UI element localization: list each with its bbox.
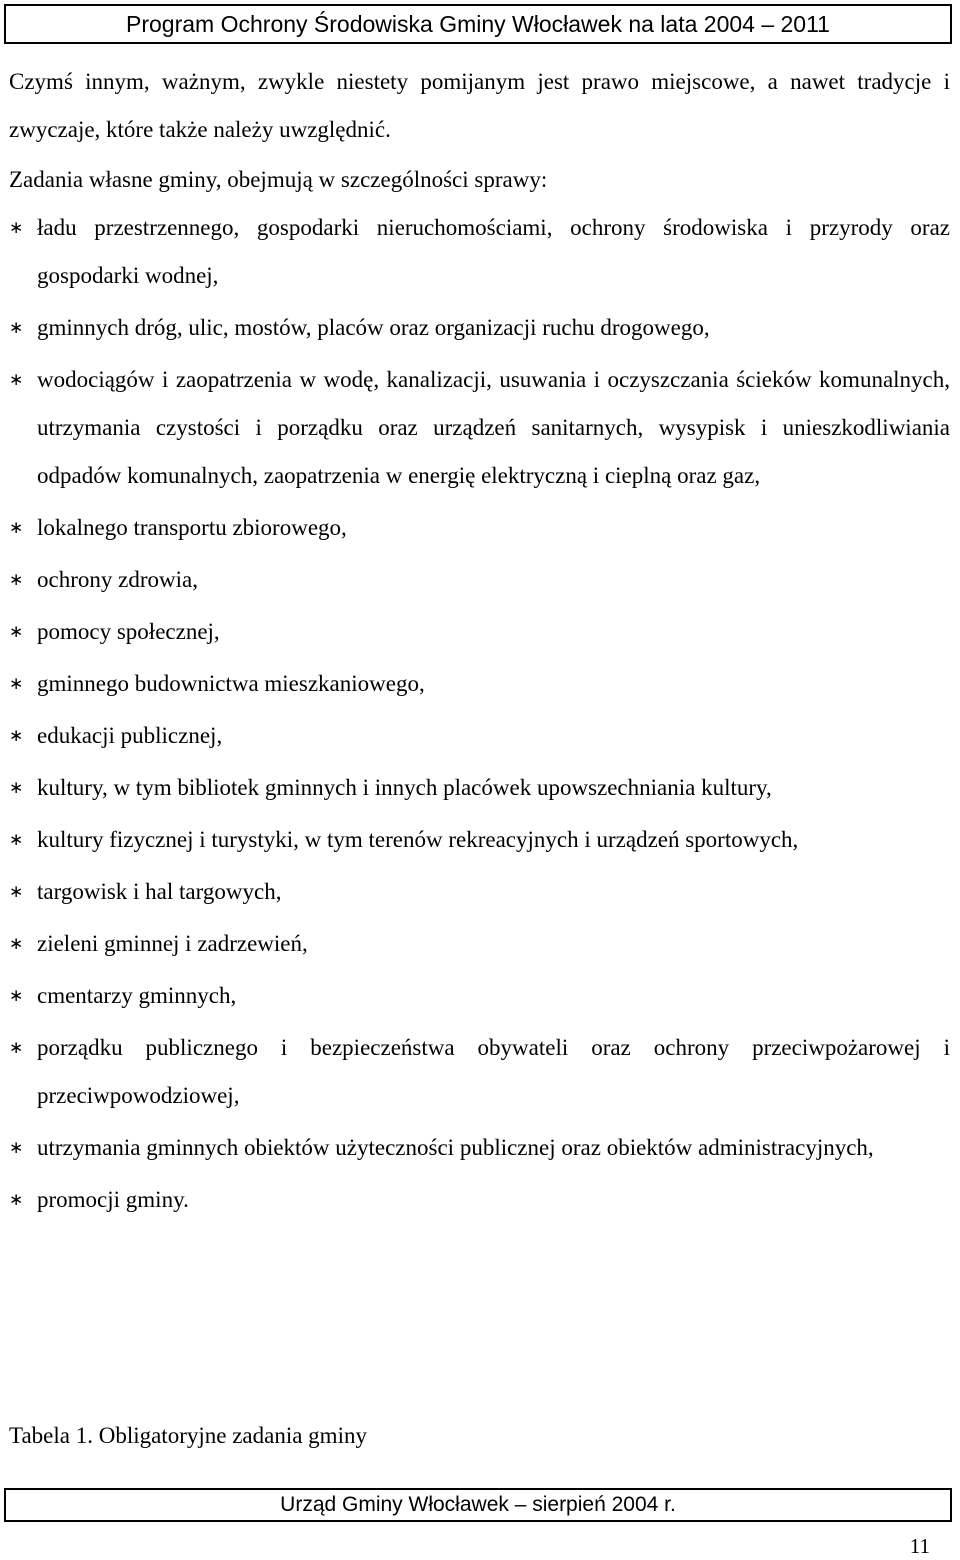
asterisk-bullet-icon: ∗ bbox=[9, 778, 24, 798]
list-item bbox=[9, 816, 950, 864]
list-item-text: gminnych dróg, ulic, mostów, placów oraz organizacji ruchu drogowego, bbox=[37, 315, 710, 340]
tasks-intro-paragraph: Zadania własne gminy, obejmują w szczególności sprawy: bbox=[9, 167, 548, 192]
list-item-text: kultury, w tym bibliotek gminnych i innych placówek upowszechniania kultury, bbox=[37, 775, 772, 800]
asterisk-bullet-icon: ∗ bbox=[9, 518, 24, 538]
list-item-text: ochrony zdrowia, bbox=[37, 567, 198, 592]
header-title: Program Ochrony Środowiska Gminy Włocławek na lata 2004 – 2011 bbox=[126, 10, 830, 37]
list-item-text: promocji gminy. bbox=[37, 1187, 189, 1212]
list-item bbox=[9, 1176, 950, 1224]
list-item bbox=[9, 1024, 950, 1120]
list-item-text: gminnego budownictwa mieszkaniowego, bbox=[37, 671, 425, 696]
asterisk-bullet-icon: ∗ bbox=[9, 934, 24, 954]
list-item-text: zieleni gminnej i zadrzewień, bbox=[37, 931, 308, 956]
list-item-text: ładu przestrzennego, gospodarki nieruchomościami, ochrony środowiska i przyrody oraz gospodarki wodnej, bbox=[37, 215, 950, 288]
asterisk-bullet-icon: ∗ bbox=[9, 830, 24, 850]
page-footer bbox=[4, 1488, 952, 1522]
list-item-text: utrzymania gminnych obiektów użyteczności publicznej oraz obiektów administracyjnych, bbox=[37, 1135, 874, 1160]
list-item bbox=[9, 356, 950, 500]
asterisk-bullet-icon: ∗ bbox=[9, 218, 24, 238]
list-item bbox=[9, 556, 950, 604]
document-body bbox=[9, 58, 950, 1228]
asterisk-bullet-icon: ∗ bbox=[9, 570, 24, 590]
list-item-text: porządku publicznego i bezpieczeństwa obywateli oraz ochrony przeciwpożarowej i przeciwpowodziowej, bbox=[37, 1035, 950, 1108]
list-item bbox=[9, 868, 950, 916]
list-item-text: wodociągów i zaopatrzenia w wodę, kanalizacji, usuwania i oczyszczania ścieków komunalnych, utrzymania czystości i porządku oraz urządzeń sanitarnych, wysypisk i unieszkodliwiania odpadów komunalnych, zaopatrzenia w energię elektryczną i cieplną oraz gaz, bbox=[37, 367, 950, 488]
list-item bbox=[9, 608, 950, 656]
table-caption: Tabela 1. Obligatoryjne zadania gminy bbox=[9, 1423, 367, 1448]
tasks-list bbox=[9, 204, 950, 1224]
asterisk-bullet-icon: ∗ bbox=[9, 882, 24, 902]
asterisk-bullet-icon: ∗ bbox=[9, 674, 24, 694]
list-item bbox=[9, 920, 950, 968]
list-item bbox=[9, 304, 950, 352]
list-item bbox=[9, 764, 950, 812]
list-item bbox=[9, 660, 950, 708]
list-item bbox=[9, 504, 950, 552]
list-item-text: kultury fizycznej i turystyki, w tym terenów rekreacyjnych i urządzeń sportowych, bbox=[37, 827, 799, 852]
asterisk-bullet-icon: ∗ bbox=[9, 318, 24, 338]
list-item bbox=[9, 972, 950, 1020]
page-number: 11 bbox=[909, 1534, 930, 1558]
intro-paragraph: Czymś innym, ważnym, zwykle niestety pomijanym jest prawo miejscowe, a nawet tradycje i zwyczaje, które także należy uwzględnić. bbox=[9, 69, 950, 142]
asterisk-bullet-icon: ∗ bbox=[9, 1190, 24, 1210]
page-header bbox=[4, 4, 952, 44]
asterisk-bullet-icon: ∗ bbox=[9, 1038, 24, 1058]
footer-text: Urząd Gminy Włocławek – sierpień 2004 r. bbox=[280, 1493, 676, 1516]
list-item bbox=[9, 204, 950, 300]
list-item-text: pomocy społecznej, bbox=[37, 619, 220, 644]
asterisk-bullet-icon: ∗ bbox=[9, 370, 24, 390]
asterisk-bullet-icon: ∗ bbox=[9, 726, 24, 746]
list-item-text: targowisk i hal targowych, bbox=[37, 879, 282, 904]
list-item-text: lokalnego transportu zbiorowego, bbox=[37, 515, 347, 540]
asterisk-bullet-icon: ∗ bbox=[9, 986, 24, 1006]
list-item-text: edukacji publicznej, bbox=[37, 723, 223, 748]
asterisk-bullet-icon: ∗ bbox=[9, 622, 24, 642]
list-item bbox=[9, 712, 950, 760]
list-item bbox=[9, 1124, 950, 1172]
asterisk-bullet-icon: ∗ bbox=[9, 1138, 24, 1158]
list-item-text: cmentarzy gminnych, bbox=[37, 983, 237, 1008]
